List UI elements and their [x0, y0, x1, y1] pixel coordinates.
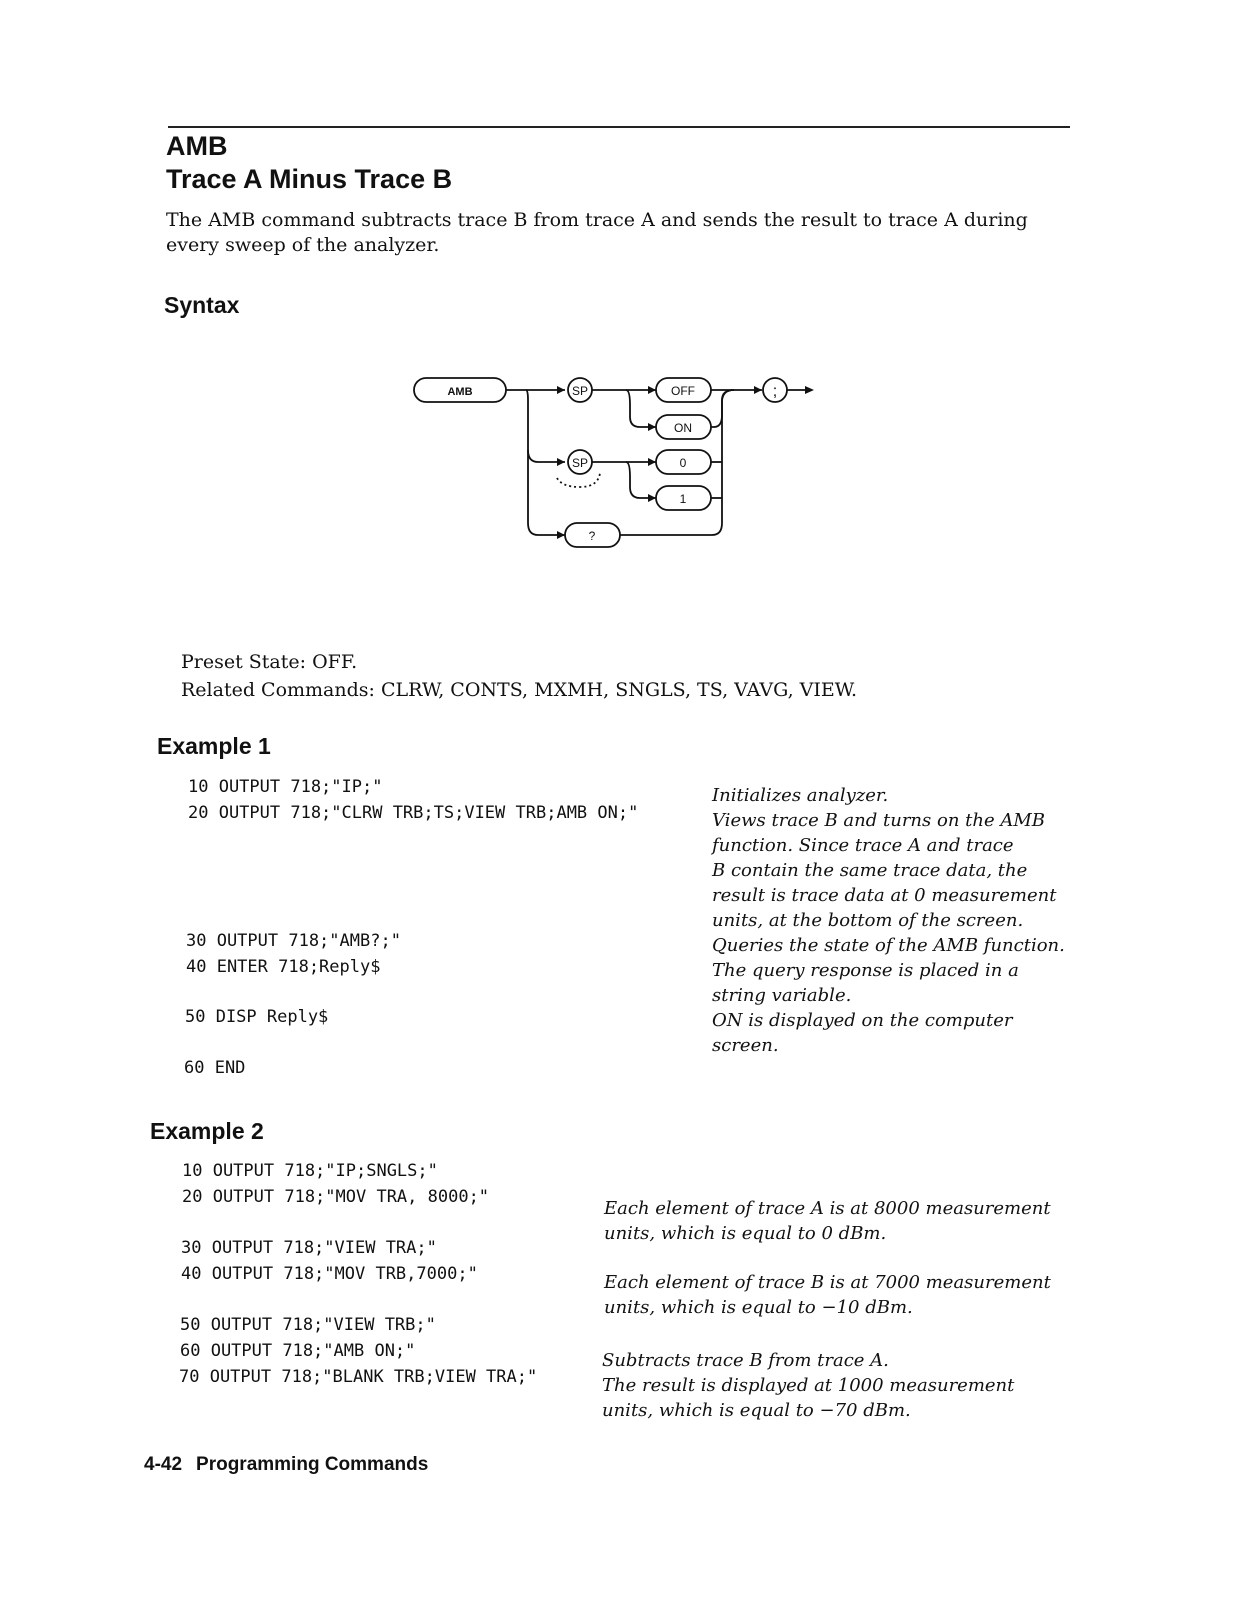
- example-2-line-40: 40 OUTPUT 718;"MOV TRB,7000;": [181, 1264, 478, 1284]
- example-2-desc-line: Subtracts trace B from trace A.: [602, 1350, 889, 1371]
- footer-section: Programming Commands: [196, 1454, 429, 1475]
- example-2-desc-line: The result is displayed at 1000 measurement: [602, 1375, 1015, 1396]
- example-1-desc-line: B contain the same trace data, the: [712, 860, 1028, 881]
- example-2-line-20: 20 OUTPUT 718;"MOV TRA, 8000;": [182, 1187, 490, 1207]
- intro-paragraph: The AMB command subtracts trace B from trace A and sends the result to trace A during every sweep of the analyzer.: [166, 209, 1028, 256]
- example-2-line-30: 30 OUTPUT 718;"VIEW TRA;": [181, 1238, 437, 1258]
- example-2-line-10: 10 OUTPUT 718;"IP;SNGLS;": [182, 1161, 438, 1181]
- diagram-on-label: ON: [674, 421, 692, 435]
- diagram-terminator-label: ;: [772, 383, 778, 400]
- example-1-desc-line: function. Since trace A and trace: [712, 835, 1014, 856]
- diagram-amb-label: AMB: [447, 386, 473, 398]
- example-2-line-50: 50 OUTPUT 718;"VIEW TRB;": [180, 1315, 436, 1335]
- example-1-desc-line: result is trace data at 0 measurement: [712, 885, 1057, 906]
- diagram-off-label: OFF: [671, 384, 695, 398]
- syntax-heading: Syntax: [164, 292, 240, 318]
- example-1-line-10: 10 OUTPUT 718;"IP;": [188, 777, 383, 797]
- example-2-desc-line: units, which is equal to −10 dBm.: [604, 1297, 913, 1318]
- page-title: Trace A Minus Trace B: [166, 164, 453, 194]
- diagram-query-label: ?: [588, 529, 596, 543]
- example-1-desc-line: string variable.: [712, 985, 852, 1006]
- header-rule: [168, 126, 1070, 128]
- example-2-heading: Example 2: [150, 1118, 264, 1144]
- example-1-desc-line: Queries the state of the AMB function.: [712, 935, 1065, 956]
- example-2-description-b: [604, 1270, 1051, 1320]
- preset-state: Preset State: OFF.: [181, 651, 358, 673]
- example-1-line-30: 30 OUTPUT 718;"AMB?;": [186, 931, 401, 951]
- diagram-sp-top-label: SP: [571, 384, 589, 398]
- example-2-desc-line: Each element of trace B is at 7000 measurement: [604, 1272, 1051, 1293]
- diagram-zero-label: 0: [679, 456, 687, 470]
- example-1-desc-line: The query response is placed in a: [712, 960, 1019, 981]
- example-2-desc-line: Each element of trace A is at 8000 measurement: [604, 1198, 1051, 1219]
- example-2-description-c: [602, 1348, 1014, 1423]
- syntax-diagram: [400, 365, 830, 555]
- command-heading: AMB: [166, 131, 228, 161]
- example-1-desc-line: Views trace B and turns on the AMB: [712, 810, 1045, 831]
- example-2-desc-line: units, which is equal to 0 dBm.: [604, 1223, 887, 1244]
- example-1-line-40: 40 ENTER 718;Reply$: [186, 957, 381, 977]
- example-1-desc-line: ON is displayed on the computer: [712, 1010, 1013, 1031]
- example-1-heading: Example 1: [157, 733, 271, 759]
- diagram-one-label: 1: [679, 492, 687, 506]
- example-1-line-60: 60 END: [184, 1058, 246, 1078]
- diagram-sp-bottom-label: SP: [571, 456, 589, 470]
- example-2-description-a: [604, 1196, 1051, 1246]
- example-1-desc-line: screen.: [712, 1035, 779, 1056]
- example-2-line-60: 60 OUTPUT 718;"AMB ON;": [180, 1341, 416, 1361]
- example-2-desc-line: units, which is equal to −70 dBm.: [602, 1400, 911, 1421]
- page-footer: [144, 1454, 442, 1476]
- related-commands: Related Commands: CLRW, CONTS, MXMH, SNGLS, TS, VAVG, VIEW.: [181, 679, 858, 701]
- example-1-line-20: 20 OUTPUT 718;"CLRW TRB;TS;VIEW TRB;AMB ON;": [188, 803, 639, 823]
- example-2-line-70: 70 OUTPUT 718;"BLANK TRB;VIEW TRA;": [179, 1367, 538, 1387]
- example-1-desc-line: Initializes analyzer.: [712, 785, 889, 806]
- page-number: 4-42: [144, 1454, 183, 1475]
- example-1-line-50: 50 DISP Reply$: [185, 1007, 329, 1027]
- example-1-desc-line: units, at the bottom of the screen.: [712, 910, 1024, 931]
- example-1-description: [712, 783, 1065, 1058]
